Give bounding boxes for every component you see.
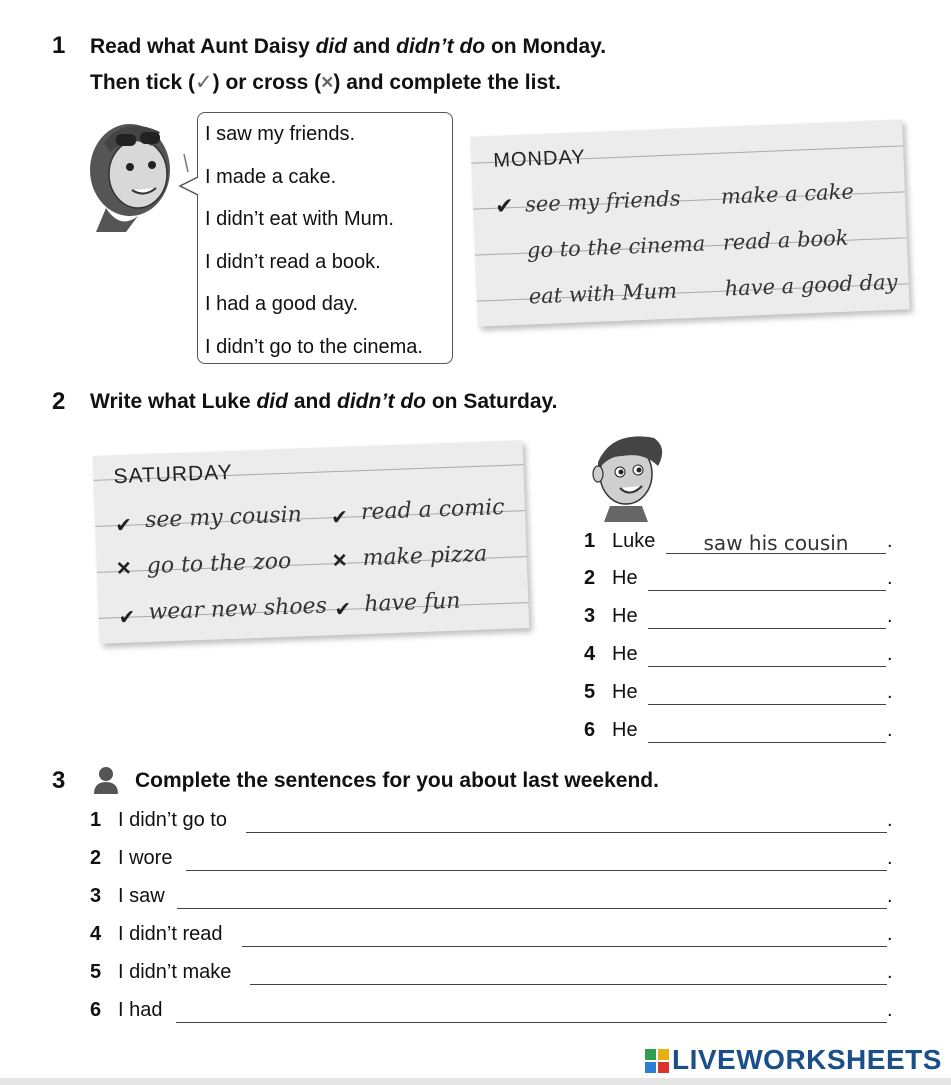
item-number: 5 [90, 961, 102, 983]
answer-blank[interactable] [250, 962, 887, 985]
tick-icon: ✔ [334, 598, 352, 622]
exercise-1-instruction-line2: Then tick (✓) or cross (×) and complete the list. [90, 71, 561, 94]
item-subject: He [612, 719, 638, 741]
item-subject: He [612, 643, 638, 665]
liveworksheets-logo-text[interactable]: LIVEWORKSHEETS [672, 1044, 942, 1075]
bubble-line: I had a good day. [205, 293, 359, 315]
tick-icon: ✓ [195, 71, 213, 94]
item-number: 4 [90, 923, 102, 945]
answer-blank[interactable] [666, 531, 886, 554]
item-number: 5 [584, 681, 596, 703]
liveworksheets-logo-icon [645, 1049, 669, 1073]
note-item: read a comic [360, 494, 505, 526]
footer-bar [0, 1078, 951, 1085]
note-item: have a good day [724, 269, 898, 301]
item-text: I saw [118, 885, 165, 907]
item-number: 2 [584, 567, 596, 589]
cross-icon: × [321, 71, 334, 94]
bubble-line: I made a cake. [205, 165, 337, 188]
saturday-title: SATURDAY [113, 460, 234, 489]
answer-blank[interactable] [186, 848, 887, 871]
bubble-tail [178, 175, 200, 197]
note-item: eat with Mum [528, 278, 678, 309]
note-item: make a cake [720, 179, 855, 209]
item-text: I had [118, 999, 163, 1021]
item-text: I didn’t make [118, 961, 232, 983]
item-number: 1 [584, 530, 596, 552]
tick-icon: ✔ [118, 606, 136, 630]
answer-text: saw his cousin [703, 531, 849, 555]
cross-icon: × [116, 554, 132, 583]
answer-blank[interactable] [242, 924, 887, 947]
exercise-3-instruction: Complete the sentences for you about last weekend. [135, 769, 659, 792]
answer-blank[interactable] [648, 606, 886, 629]
item-subject: He [612, 605, 638, 627]
monday-title: MONDAY [492, 146, 587, 172]
item-text: I didn’t go to [118, 809, 227, 831]
item-number: 2 [90, 847, 102, 869]
answer-blank[interactable] [177, 886, 887, 909]
speech-bubble [197, 112, 453, 364]
item-number: 3 [584, 605, 596, 627]
tick-icon: ✔ [494, 193, 515, 219]
item-number: 6 [584, 719, 596, 741]
note-item: go to the cinema [526, 231, 706, 263]
person-icon [94, 766, 118, 794]
item-number: 4 [584, 643, 596, 665]
note-item: see my cousin [144, 502, 303, 534]
bubble-line: I didn’t eat with Mum. [205, 208, 394, 230]
note-item: have fun [363, 588, 461, 618]
exercise-1-instruction-line1: Read what Aunt Daisy did and didn’t do on Monday. [90, 35, 607, 58]
item-subject: He [612, 567, 638, 589]
exercise-1-number: 1 [52, 32, 66, 59]
answer-blank[interactable] [648, 720, 886, 743]
answer-blank[interactable] [648, 568, 886, 591]
note-item: wear new shoes [148, 593, 328, 625]
item-number: 3 [90, 885, 102, 907]
tick-icon: ✔ [330, 506, 349, 530]
monday-note [470, 119, 909, 326]
tick-icon: ✔ [114, 514, 133, 538]
note-item: read a book [722, 225, 849, 255]
answer-blank[interactable] [648, 682, 886, 705]
exercise-2-instruction: Write what Luke did and didn’t do on Saturday. [90, 390, 558, 413]
answer-blank[interactable] [246, 810, 887, 833]
item-number: 1 [90, 809, 102, 831]
bubble-line: I didn’t go to the cinema. [205, 335, 423, 358]
item-text: I didn’t read [118, 923, 223, 945]
luke-illustration [592, 430, 672, 522]
exercise-2-number: 2 [52, 388, 66, 415]
saturday-note [93, 440, 530, 644]
note-item: go to the zoo [146, 548, 292, 580]
note-item: see my friends [524, 186, 681, 217]
note-item: make pizza [362, 541, 488, 572]
exercise-3-number: 3 [52, 767, 66, 794]
answer-blank[interactable] [176, 1000, 887, 1023]
aunt-daisy-illustration [86, 112, 194, 232]
answer-blank[interactable] [648, 644, 886, 667]
item-text: I wore [118, 847, 173, 869]
item-number: 6 [90, 999, 102, 1021]
cross-icon: × [332, 546, 348, 575]
bubble-line: I didn’t read a book. [205, 250, 381, 273]
bubble-line: I saw my friends. [205, 123, 356, 145]
item-subject: He [612, 681, 638, 703]
item-subject: Luke [612, 530, 656, 552]
